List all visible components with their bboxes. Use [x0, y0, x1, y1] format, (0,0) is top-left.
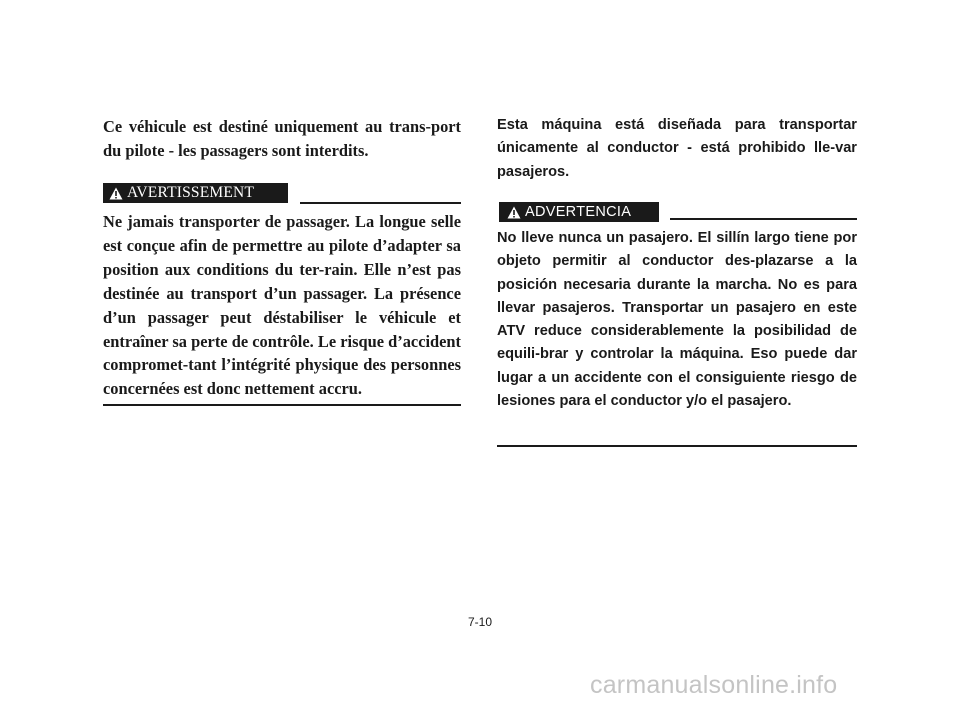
spanish-warning-label: ADVERTENCIA: [525, 204, 632, 220]
french-warning-label: AVERTISSEMENT: [127, 184, 255, 201]
warning-triangle-icon: [109, 187, 123, 200]
watermark: carmanualsonline.info: [590, 671, 838, 699]
spanish-intro: Esta máquina está diseñada para transportar únicamente al conductor - está prohibido lle-var pasajeros.: [497, 117, 857, 180]
page-number: 7-10: [467, 615, 493, 629]
french-warning-rule-bottom: [103, 404, 461, 406]
spanish-warning-badge: [499, 202, 659, 222]
french-warning-rule-top: [300, 202, 461, 204]
spanish-warning-text: No lleve nunca un pasajero. El sillín largo tiene por objeto permitir al conductor des-plazarse a la posición necesaria durante la marcha. No es para llevar pasajeros. Transportar un pasajero en este ATV reduce considerablemente la posibilidad de equili-brar y controlar la máquina. Eso puede dar lugar a un accidente con el consiguiente riesgo de lesiones para el conductor y/o el pasajero.: [497, 230, 857, 410]
french-warning-text: Ne jamais transporter de passager. La longue selle est conçue afin de permettre au pilote d’adapter sa position aux conditions du ter-rain. Elle n’est pas destinée au transport d’un passager. La présence d’un passager peut déstabiliser le véhicule et entraîner sa perte de contrôle. Le risque d’accident compromet-tant l’intégrité physique des personnes concernées est donc nettement accru.: [103, 212, 461, 399]
french-warning-badge: [103, 183, 288, 203]
spanish-warning-rule-top: [670, 218, 857, 220]
french-intro: Ce véhicule est destiné uniquement au trans-port du pilote - les passagers sont interdits.: [103, 117, 461, 160]
warning-triangle-icon: [507, 206, 521, 219]
spanish-warning-rule-bottom: [497, 445, 857, 447]
